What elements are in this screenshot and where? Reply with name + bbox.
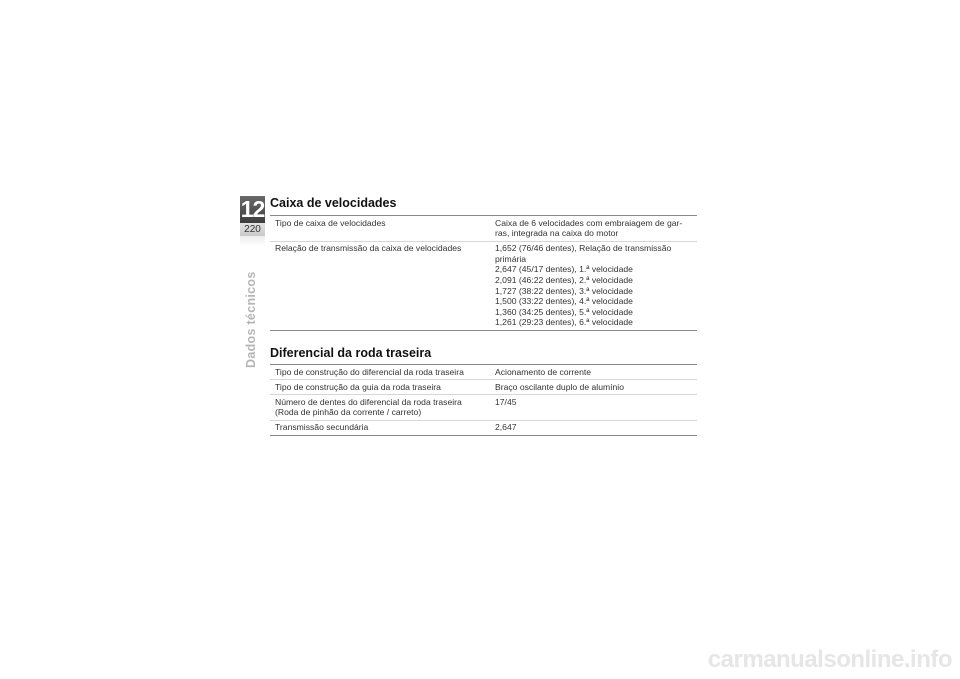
watermark: carmanualsonline.info [707,646,952,673]
section-heading-rear-differential: Diferencial da roda traseira [270,346,432,360]
table-row [270,241,697,330]
page-number: 220 [240,223,265,236]
spec-label: Relação de transmissão da caixa de velocidades [270,241,490,330]
spec-label: Número de dentes do diferencial da roda traseira (Roda de pinhão da corrente / carreto) [270,395,490,421]
spec-label: Transmissão secundária [270,420,490,435]
spec-label: Tipo de caixa de velocidades [270,216,490,242]
chapter-number: 12 [240,196,265,222]
table-row [270,420,697,435]
spec-value: Braço oscilante duplo de alumínio [490,380,697,395]
spec-value: Caixa de 6 velocidades com embraiagem de gar- ras, integrada na caixa do motor [490,216,697,242]
rear-differential-spec-table [270,364,697,436]
page-number-strip [240,236,265,246]
spec-value: Acionamento de corrente [490,365,697,380]
table-row [270,380,697,395]
spec-value: 1,652 (76/46 dentes), Relação de transmissão primária 2,647 (45/17 dentes), 1.ª velocidade 2,091 (46:22 dentes), 2.ª velocidade 1,727 (38:22 dentes), 3.ª velocidade 1,500 (33:22 dentes), 4.ª velocidade 1,360 (34:25 dentes), 5.ª velocidade 1,261 (29:23 dentes), 6.ª velocidade [490,241,697,330]
chapter-title: Dados técnicos [244,271,258,368]
spec-label: Tipo de construção do diferencial da roda traseira [270,365,490,380]
table-row [270,216,697,242]
spec-label: Tipo de construção da guia da roda traseira [270,380,490,395]
gearbox-spec-table [270,215,697,331]
spec-value: 2,647 [490,420,697,435]
table-row [270,395,697,421]
spec-value: 17/45 [490,395,697,421]
section-heading-gearbox: Caixa de velocidades [270,196,397,210]
table-row [270,365,697,380]
